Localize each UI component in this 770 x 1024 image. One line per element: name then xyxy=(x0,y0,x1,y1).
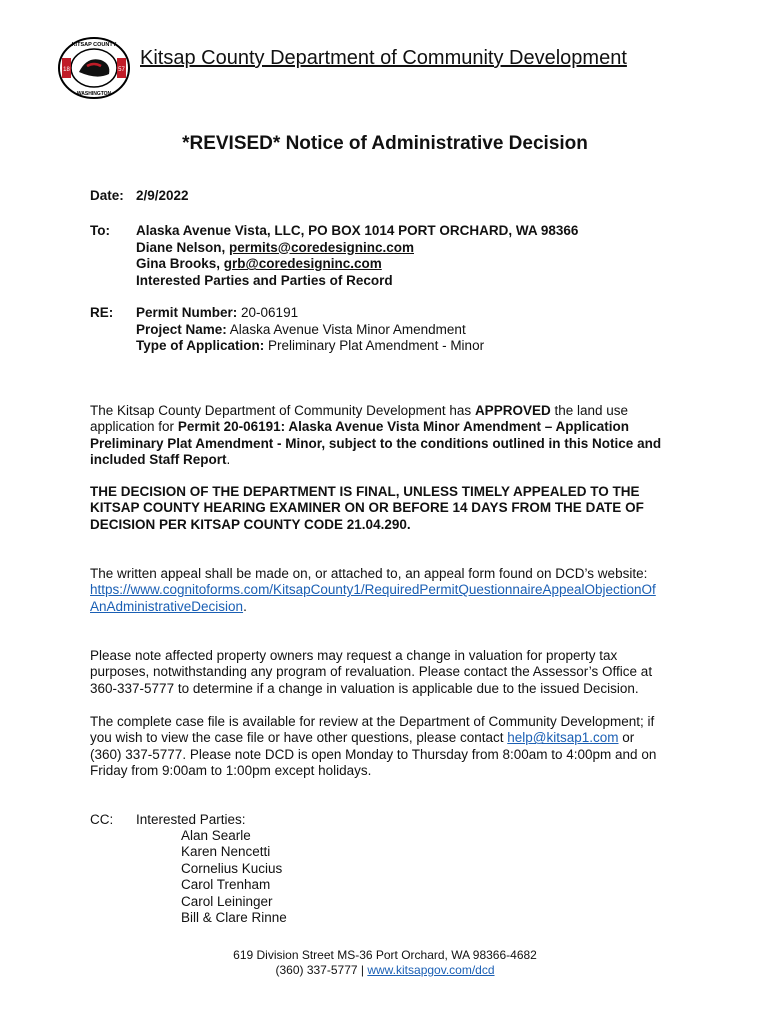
casefile-paragraph: The complete case file is available for review at the Department of Community Development; if you wish to view the case file or have other questions, please contact help@kitsap1.com or (360) 337-5777. Please note DCD is open Monday to Thursday from 8:00am to 4:00pm and on Friday from 9:00am to 1:00pm except holidays. xyxy=(90,714,657,778)
appeal-form-link[interactable]: https://www.cognitoforms.com/KitsapCounty1/RequiredPermitQuestionnaireAppealObjectionOf xyxy=(90,582,656,598)
list-item: Carol Trenham xyxy=(181,877,271,893)
org-title: Kitsap County Department of Community Development xyxy=(140,47,627,69)
decision-paragraph: The Kitsap County Department of Community Development has APPROVED the land use application for Permit 20-06191: Alaska Avenue Vista Minor Amendment – Application Preliminary Plat Amendment - Minor, subject to the conditions outlined in this Notice and included Staff Report. xyxy=(90,403,662,467)
recipient-interested: Interested Parties and Parties of Record xyxy=(136,272,393,288)
county-seal-logo xyxy=(57,36,131,100)
list-item: Alan Searle xyxy=(181,828,251,843)
date-label: Date: xyxy=(90,188,124,203)
email-link[interactable]: grb@coredesigninc.com xyxy=(223,256,382,272)
footer-contact: (360) 337-5777 | www.kitsapgov.com/dcd xyxy=(275,963,495,977)
re-label: RE: xyxy=(90,305,114,320)
valuation-paragraph: Please note affected property owners may request a change in valuation for property tax purposes, notwithstanding any program of revaluation. Please contact the Assessor’s Office at 360-337-5777 to determine if a change in valuation is applicable due to the issued Decision. xyxy=(90,648,653,696)
final-decision-paragraph: THE DECISION OF THE DEPARTMENT IS FINAL, UNLESS TIMELY APPEALED TO THE KITSAP COUNTY HEARING EXAMINER ON OR BEFORE 14 DAYS FROM THE DATE OF DECISION PER KITSAP COUNTY CODE 21.04.290. xyxy=(90,484,644,532)
footer-address: 619 Division Street MS-36 Port Orchard, WA 98366-4682 xyxy=(233,948,537,962)
list-item: Cornelius Kucius xyxy=(181,860,283,876)
list-item: Carol Leininger xyxy=(181,893,273,909)
date-value: 2/9/2022 xyxy=(136,188,189,203)
document-title: *REVISED* Notice of Administrative Decision xyxy=(182,133,588,154)
project-name: Project Name: Alaska Avenue Vista Minor Amendment xyxy=(136,321,466,337)
permit-number: Permit Number: 20-06191 xyxy=(136,305,299,320)
recipient-gina: Gina Brooks, grb@coredesigninc.com xyxy=(136,256,382,272)
application-type: Type of Application: Preliminary Plat Amendment - Minor xyxy=(136,338,485,354)
help-email-link[interactable]: help@kitsap1.com xyxy=(507,730,619,746)
to-label: To: xyxy=(90,223,110,238)
appeal-form-link-cont[interactable]: AnAdministrativeDecision xyxy=(90,598,244,614)
recipient-address: Alaska Avenue Vista, LLC, PO BOX 1014 PORT ORCHARD, WA 98366 xyxy=(136,223,579,238)
cc-label: CC: xyxy=(90,812,114,827)
svg-text:KITSAP COUNTY: KITSAP COUNTY xyxy=(71,42,117,48)
footer xyxy=(0,948,770,978)
website-link[interactable]: www.kitsapgov.com/dcd xyxy=(367,963,495,977)
cc-name-list xyxy=(181,828,287,926)
svg-text:57: 57 xyxy=(118,67,125,73)
to-recipients xyxy=(136,223,578,289)
list-item: Karen Nencetti xyxy=(181,844,271,860)
appeal-paragraph: The written appeal shall be made on, or attached to, an appeal form found on DCD’s website: https://www.cognitoforms.com/KitsapCounty1/RequiredPermitQuestionnaireAppealObjectionOf AnAdministrativeDecision. xyxy=(90,566,656,614)
list-item: Bill & Clare Rinne xyxy=(181,910,287,926)
recipient-diane: Diane Nelson, permits@coredesigninc.com xyxy=(136,239,414,255)
svg-text:WASHINGTON: WASHINGTON xyxy=(76,91,112,97)
re-details xyxy=(136,305,484,355)
svg-text:18: 18 xyxy=(63,67,70,73)
email-link[interactable]: permits@coredesigninc.com xyxy=(229,239,414,255)
cc-heading: Interested Parties: xyxy=(136,812,246,827)
